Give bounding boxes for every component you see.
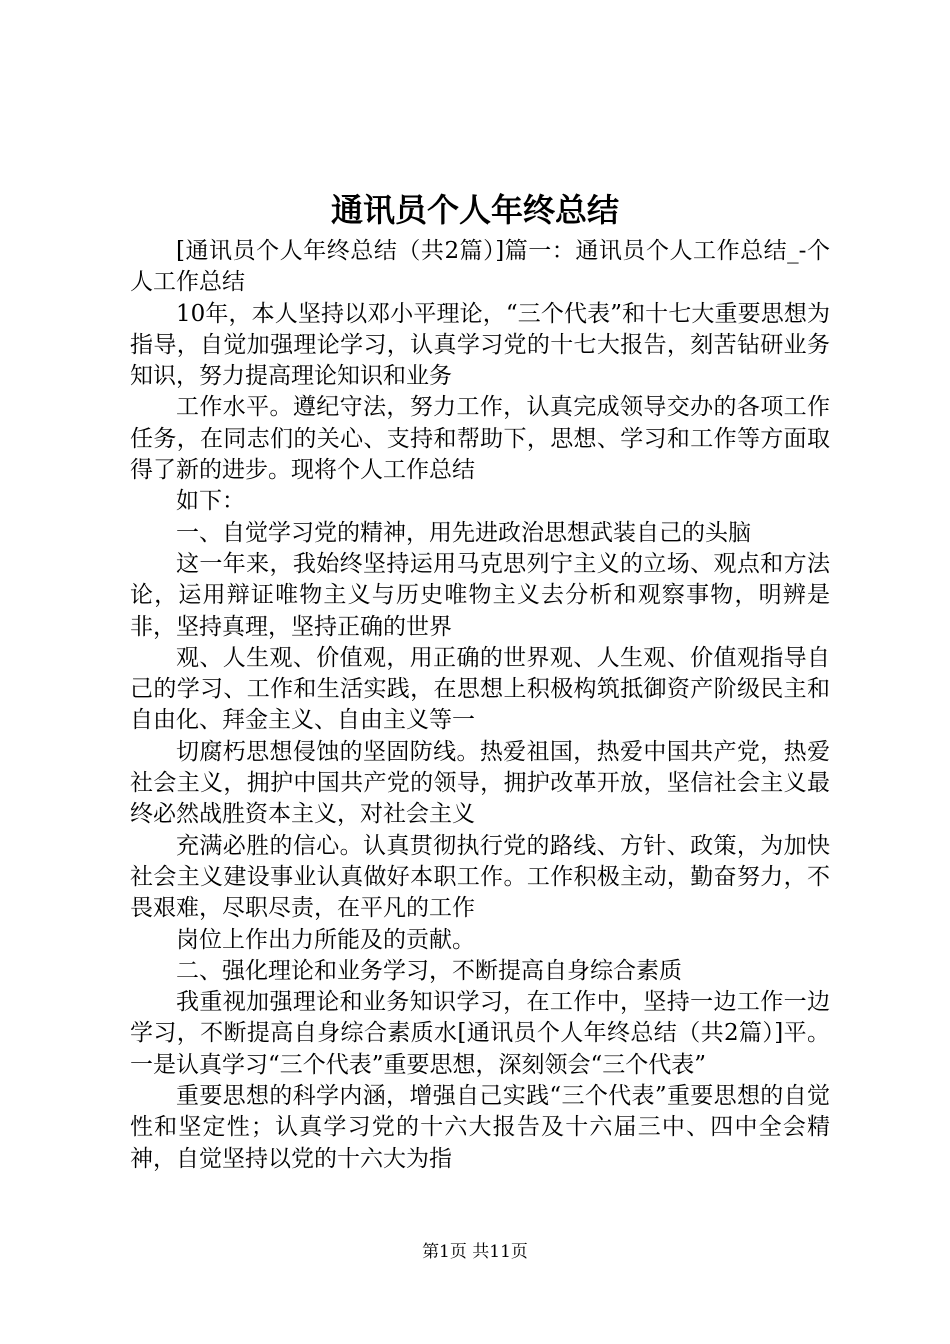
paragraph: [通讯员个人年终总结（共2篇）]篇一：通讯员个人工作总结_-个人工作总结 bbox=[130, 238, 830, 296]
page-footer: 第1页 共11页 bbox=[422, 1242, 528, 1262]
paragraph: 观、人生观、价值观，用正确的世界观、人生观、价值观指导自己的学习、工作和生活实践，在思想上积极构筑抵御资产阶级民主和自由化、拜金主义、自由主义等一 bbox=[130, 644, 830, 734]
paragraph: 这一年来，我始终坚持运用马克思列宁主义的立场、观点和方法论，运用辩证唯物主义与历史唯物主义去分析和观察事物，明辨是非，坚持真理，坚持正确的世界 bbox=[130, 550, 830, 640]
paragraph: 重要思想的科学内涵，增强自己实践“三个代表”重要思想的自觉性和坚定性；认真学习党的十六大报告及十六届三中、四中全会精神，自觉坚持以党的十六大为指 bbox=[130, 1083, 830, 1172]
paragraph: 如下： bbox=[176, 488, 245, 515]
paragraph: 岗位上作出力所能及的贡献。 bbox=[176, 926, 475, 953]
paragraph: 工作水平。遵纪守法，努力工作，认真完成领导交办的各项工作任务，在同志们的关心、支持和帮助下，思想、学习和工作等方面取得了新的进步。现将个人工作总结 bbox=[130, 394, 830, 484]
document-body bbox=[130, 236, 830, 1175]
paragraph: 切腐朽思想侵蚀的坚固防线。热爱祖国，热爱中国共产党，热爱社会主义，拥护中国共产党的领导，拥护改革开放，坚信社会主义最终必然战胜资本主义，对社会主义 bbox=[130, 738, 830, 828]
document-title: 通讯员个人年终总结 bbox=[330, 191, 619, 229]
paragraph: 我重视加强理论和业务知识学习，在工作中，坚持一边工作一边学习，不断提高自身综合素质水[通讯员个人年终总结（共2篇）]平。一是认真学习“三个代表”重要思想，深刻领会“三个代表” bbox=[130, 989, 830, 1078]
section-heading: 一、自觉学习党的精神，用先进政治思想武装自己的头脑 bbox=[176, 519, 751, 546]
section-heading: 二、强化理论和业务学习，不断提高自身综合素质 bbox=[176, 957, 682, 984]
paragraph: 充满必胜的信心。认真贯彻执行党的路线、方针、政策，为加快社会主义建设事业认真做好本职工作。工作积极主动，勤奋努力，不畏艰难，尽职尽责，在平凡的工作 bbox=[130, 832, 830, 922]
paragraph: 10年，本人坚持以邓小平理论，“三个代表”和十七大重要思想为指导，自觉加强理论学习，认真学习党的十七大报告，刻苦钻研业务知识，努力提高理论知识和业务 bbox=[130, 300, 830, 390]
